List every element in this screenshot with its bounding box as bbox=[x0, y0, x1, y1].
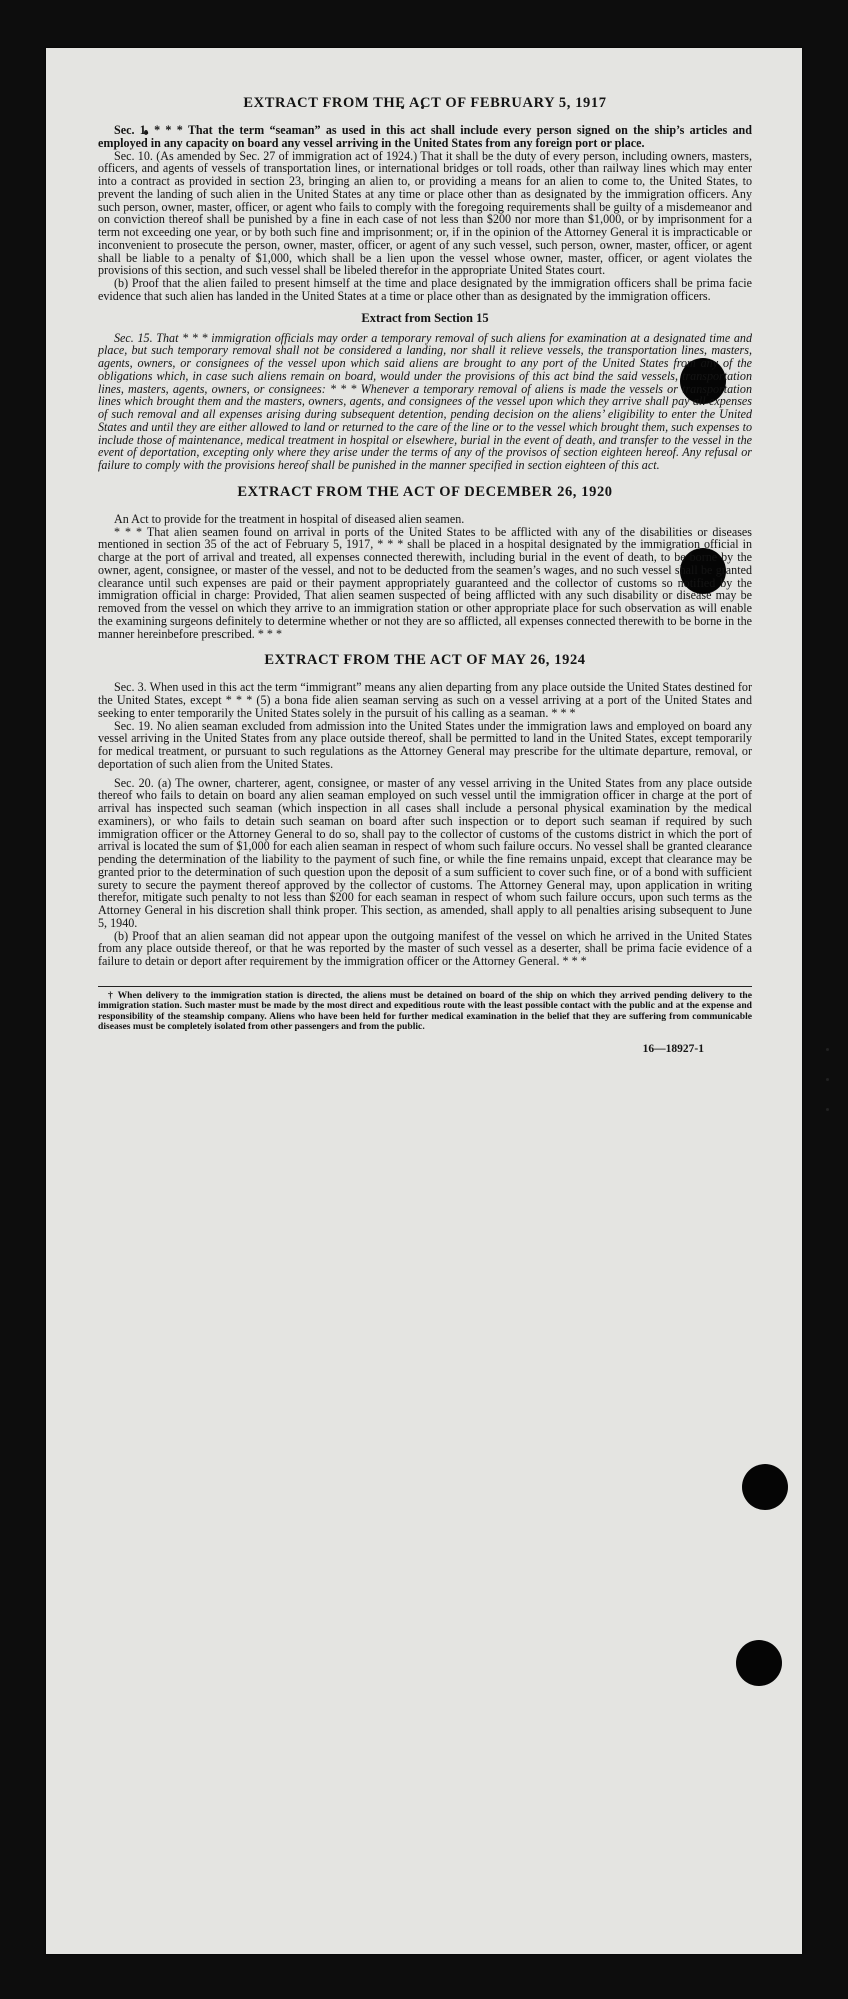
paragraph-1920-body: * * * That alien seamen found on arrival in ports of the United States to be afflicted with any of the disabilities or diseases mentioned in section 35 of the act of February 5, 1917, * * * shall be placed in a hospital designated by the immigration official in charge at the port of arrival and treated, all expenses connected therewith, including burial in the event of death, to be borne by the owner, agent, consignee, or master of the vessel, and not to be deducted from the seamen’s wages, and no such vessel shall be granted clearance until such expenses are paid or their payment appropriately guaranteed and the collector of customs so notified by the immigration official in charge: Provided, That alien seamen suspected of being afflicted with any such disability or disease may be removed from the vessel on which they arrive to an immigration station or other appropriate place for such observation as will enable the examining surgeons definitely to determine whether or not they are so afflicted, all expenses connected therewith to be borne in the manner hereinbefore prescribed. * * * bbox=[98, 524, 752, 641]
paragraph-1920-title: An Act to provide for the treatment in hospital of diseased alien seamen. bbox=[114, 511, 465, 526]
paragraph-sec-10: Sec. 10. (As amended by Sec. 27 of immigration act of 1924.) That it shall be the duty of every person, including owners, masters, officers, and agents of vessels of transportation lines, or international bridges or toll roads, other than railway lines which may enter into a contract as provided in section 23, bringing an alien to, or providing a means for an alien to come to, the United States, to prevent the landing of such alien in the United States at any time or place other than as designated by the immigration officers. Any such person, owner, master, officer, or agent who fails to comply with the foregoing requirements shall be guilty of a misdemeanor and on conviction thereof shall be punished by a fine in each case of not less than $200 nor more than $1,000, or by imprisonment for a term not exceeding one year, or by both such fine and imprisonment; or, if in the opinion of the Attorney General it is impracticable or inconvenient to prosecute the person, owner, master, officer, or agent of any such vessel, such person, owner, master, officer, or agent shall be liable to a penalty of $1,000, which shall be a lien upon the vessel whose owner, master, officer, or agent violates the provisions of this section, and such vessel shall be libeled therefor in the appropriate United States court. bbox=[98, 148, 752, 278]
scan-speck bbox=[826, 1108, 829, 1111]
heading-section-15: Extract from Section 15 bbox=[361, 310, 489, 325]
form-number: 16—18927-1 bbox=[642, 1042, 704, 1055]
footnote-divider bbox=[98, 986, 752, 987]
heading-act-1924: EXTRACT FROM THE ACT OF MAY 26, 1924 bbox=[264, 652, 586, 669]
document-text bbox=[98, 95, 752, 1055]
scan-speck bbox=[826, 1078, 829, 1081]
punch-hole bbox=[742, 1464, 788, 1510]
scan-speck bbox=[826, 1048, 829, 1051]
heading-act-1920: EXTRACT FROM THE ACT OF DECEMBER 26, 1920 bbox=[237, 483, 613, 500]
paragraph-sec-3: Sec. 3. When used in this act the term “immigrant” means any alien departing from any place outside the United States destined for the United States, except * * * (5) a bona fide alien seaman serving as such on a vessel arriving at a port of the United States and seeking to enter temporarily the United States solely in the pursuit of his calling as a seaman. * * * bbox=[98, 680, 752, 720]
punch-hole bbox=[736, 1640, 782, 1686]
paragraph-sec-19: Sec. 19. No alien seaman excluded from admission into the United States under the immigration laws and employed on board any vessel arriving in the United States from any place outside thereof, shall be permitted to land in the United States, except temporarily for medical treatment, or pursuant to such regulations as the Attorney General may prescribe for the ultimate departure, removal, or deportation of such alien from the United States. bbox=[98, 718, 752, 771]
paragraph-sec-15: Sec. 15. That * * * immigration officials may order a temporary removal of such aliens for examination at a designated time and place, but such temporary removal shall not be considered a landing, nor shall it relieve vessels, the transportation lines, masters, agents, owners, or consignees of the vessel upon which said aliens are brought to any port of the United States from any of the obligations which, in case such aliens remain on board, would under the provisions of this act bind the said vessels, transportation lines, masters, agents, owners, or consignees: * * * Whenever a temporary removal of aliens is made the vessels or transportation lines which brought them and the masters, owners, agents, and consignees of the vessel upon which they arrive shall pay all expenses of such removal and all expenses arising during subsequent detention, pending decision on the aliens’ eligibility to enter the United States and until they are either allowed to land or returned to the care of the line or to the vessel which brought them, such expenses to include those of maintenance, medical treatment in hospital or elsewhere, burial in the event of death, and transfer to the vessel in the event of deportation, excepting only where they arise under the terms of any of the provisos of section eighteen hereof. Any refusal or failure to comply with the provisions hereof shall be punished in the manner specified in section eighteen of this act. bbox=[98, 330, 752, 472]
paragraph-sec-1: Sec. 1. * * * That the term “seaman” as used in this act shall include every person signed on the ship’s articles and employed in any capacity on board any vessel arriving in the United States from any foreign port or place. bbox=[98, 123, 752, 150]
footnote: † When delivery to the immigration station is directed, the aliens must be detained on board of the ship on which they arrived pending delivery to the immigration station. Such master must be made by the most direct and expeditious route with the least possible contact with the public and at the expense and responsibility of the steamship company. Aliens who have been held for further medical examination in the belief that they are suffering from communicable diseases must be completely isolated from other passengers and from the public. bbox=[98, 989, 752, 1033]
paragraph-sec-20a: Sec. 20. (a) The owner, charterer, agent, consignee, or master of any vessel arriving in the United States from any place outside thereof who fails to detain on board any alien seaman employed on such vessel until the immigration officer in charge at the port of arrival has inspected such seaman (which inspection in all cases shall include a personal physical examination by the medical examiners), or who fails to detain such seaman on board after such inspection or to deport such seaman if required by such immigration officer or the Attorney General to do so, shall pay to the collector of customs of the customs district in which the port of arrival is located the sum of $1,000 for each alien seaman in respect of whom such failure occurs. No vessel shall be granted clearance pending the determination of the liability to the payment of such fine, or while the fine remains unpaid, except that clearance may be granted prior to the determination of such question upon the deposit of a sum sufficient to cover such fine, or of a bond with sufficient surety to secure the payment thereof approved by the collector of customs. The Attorney General may, upon application in writing therefor, mitigate such penalty to not less than $200 for each seaman in respect of whom such failure occurs, upon such terms as the Attorney General in his discretion shall think proper. This section, as amended, shall apply to all penalties arising subsequent to June 5, 1940. bbox=[98, 775, 752, 930]
heading-act-1917: EXTRACT FROM THE ACT OF FEBRUARY 5, 1917 bbox=[243, 95, 607, 111]
paragraph-sec-20b: (b) Proof that an alien seaman did not appear upon the outgoing manifest of the vessel on which he arrived in the United States from any place outside thereof, or that he was reported by the master of such vessel as a deserter, shall be prima facie evidence of a failure to detain or deport after requirement by the immigration officer or the Attorney General. * * * bbox=[98, 928, 752, 968]
paragraph-sec-10b: (b) Proof that the alien failed to present himself at the time and place designated by the immigration officers shall be prima facie evidence that such alien has landed in the United States at a time or place other than as designated by the immigration officers. bbox=[98, 276, 752, 303]
